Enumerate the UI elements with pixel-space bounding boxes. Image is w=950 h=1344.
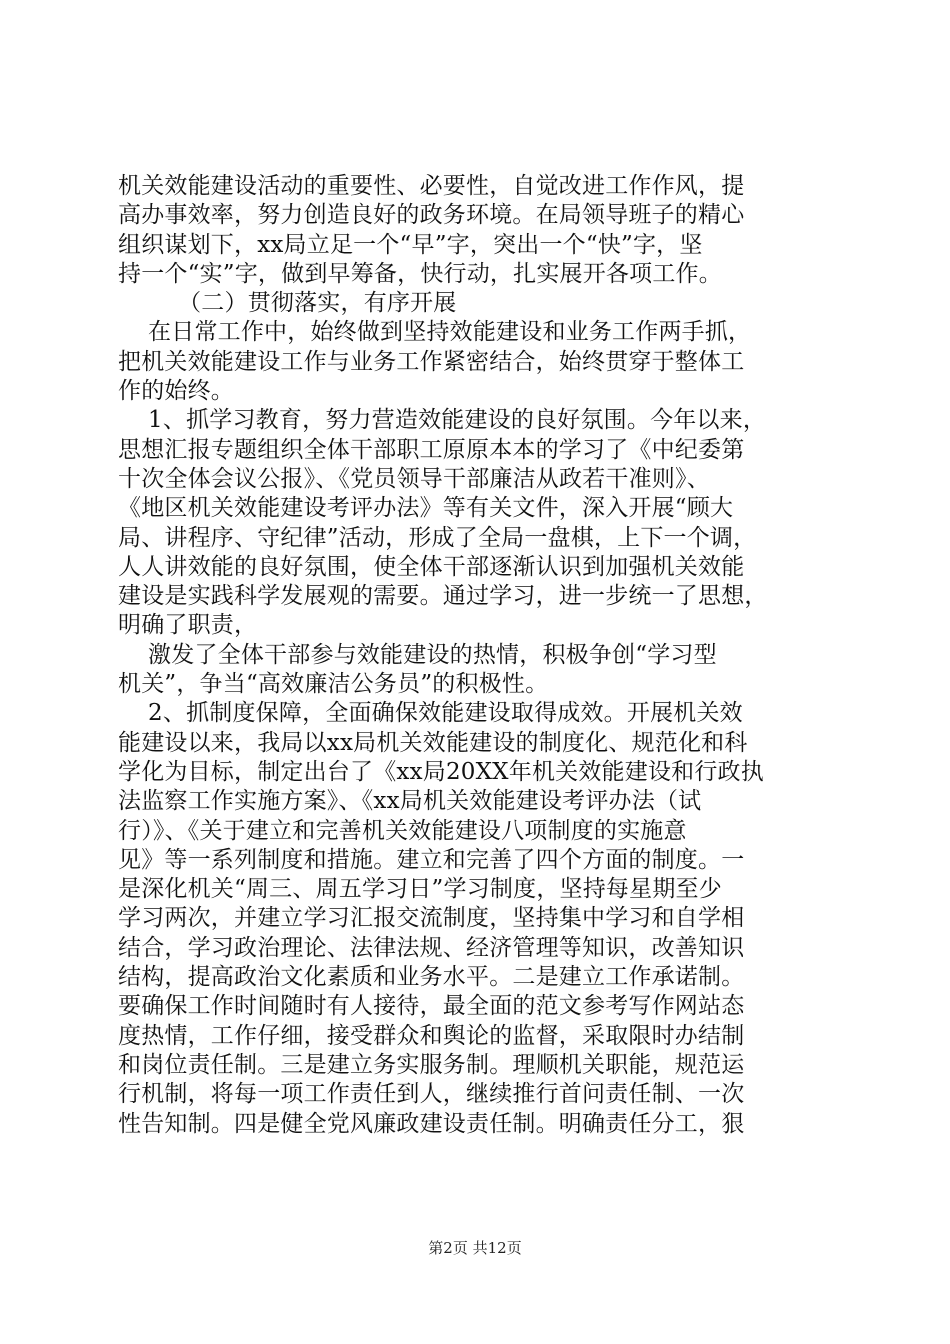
text-line: 要确保工作时间随时有人接待，最全面的范文参考写作网站态 xyxy=(118,993,745,1020)
text-line: 见》等一系列制度和措施。建立和完善了四个方面的制度。一 xyxy=(118,846,745,873)
text-line: 明确了职责， xyxy=(118,612,258,639)
text-line: 把机关效能建设工作与业务工作紧密结合，始终贯穿于整体工 xyxy=(118,348,745,375)
text-line: 机关效能建设活动的重要性、必要性，自觉改进工作作风，提 xyxy=(118,173,745,199)
text-line: 组织谋划下，xx局立足一个“早”字，突出一个“快”字，坚 xyxy=(118,231,703,258)
text-line: 作的始终。 xyxy=(118,378,234,405)
text-line: 在日常工作中，始终做到坚持效能建设和业务工作两手抓， xyxy=(118,319,752,346)
text-line: 法监察工作实施方案》、《xx局机关效能建设考评办法（试 xyxy=(118,788,702,815)
text-line: 机关”，争当“高效廉洁公务员”的积极性。 xyxy=(118,671,549,698)
text-line: 思想汇报专题组织全体干部职工原原本本的学习了《中纪委第 xyxy=(118,436,745,463)
text-line: 能建设以来，我局以xx局机关效能建设的制度化、规范化和科 xyxy=(118,729,748,756)
page-footer: 第2页 共12页 xyxy=(428,1239,522,1257)
text-line: 和岗位责任制。三是建立务实服务制。理顺机关职能，规范运 xyxy=(118,1051,745,1078)
text-line: 十次全体会议公报》、《党员领导干部廉洁从政若干准则》、 xyxy=(118,465,710,492)
text-line: 持一个“实”字，做到早筹备，快行动，扎实展开各项工作。 xyxy=(118,260,722,287)
text-line: 结合，学习政治理论、法律法规、经济管理等知识，改善知识 xyxy=(118,934,745,961)
text-line: 度热情，工作仔细，接受群众和舆论的监督，采取限时办结制 xyxy=(118,1022,745,1049)
text-line: 结构，提高政治文化素质和业务水平。二是建立工作承诺制。 xyxy=(118,964,745,991)
text-line: 1、抓学习教育，努力营造效能建设的良好氛围。今年以来， xyxy=(118,407,767,434)
text-line: 是深化机关“周三、周五学习日”学习制度，坚持每星期至少 xyxy=(118,876,722,903)
text-line: 行机制，将每一项工作责任到人，继续推行首问责任制、一次 xyxy=(118,1081,745,1108)
text-line: 局、讲程序、守纪律”活动，形成了全局一盘棋，上下一个调， xyxy=(118,524,757,551)
text-line: 行）》、《关于建立和完善机关效能建设八项制度的实施意 xyxy=(118,817,687,844)
text-line: 人人讲效能的良好氛围，使全体干部逐渐认识到加强机关效能 xyxy=(118,553,745,580)
document-body xyxy=(118,172,830,1139)
text-line: 学化为目标，制定出台了《xx局20XX年机关效能建设和行政执 xyxy=(118,758,764,785)
text-line: 高办事效率，努力创造良好的政务环境。在局领导班子的精心 xyxy=(118,202,745,229)
text-line: （二）贯彻落实，有序开展 xyxy=(118,290,457,317)
text-line: 建设是实践科学发展观的需要。通过学习，进一步统一了思想， xyxy=(118,583,768,610)
text-line: 激发了全体干部参与效能建设的热情，积极争创“学习型 xyxy=(118,641,717,668)
text-line: 2、抓制度保障，全面确保效能建设取得成效。开展机关效 xyxy=(118,700,743,727)
text-line: 学习两次，并建立学习汇报交流制度，坚持集中学习和自学相 xyxy=(118,905,745,932)
text-line: 性告知制。四是健全党风廉政建设责任制。明确责任分工，狠 xyxy=(118,1110,745,1137)
text-line: 《地区机关效能建设考评办法》等有关文件，深入开展“顾大 xyxy=(118,495,734,522)
